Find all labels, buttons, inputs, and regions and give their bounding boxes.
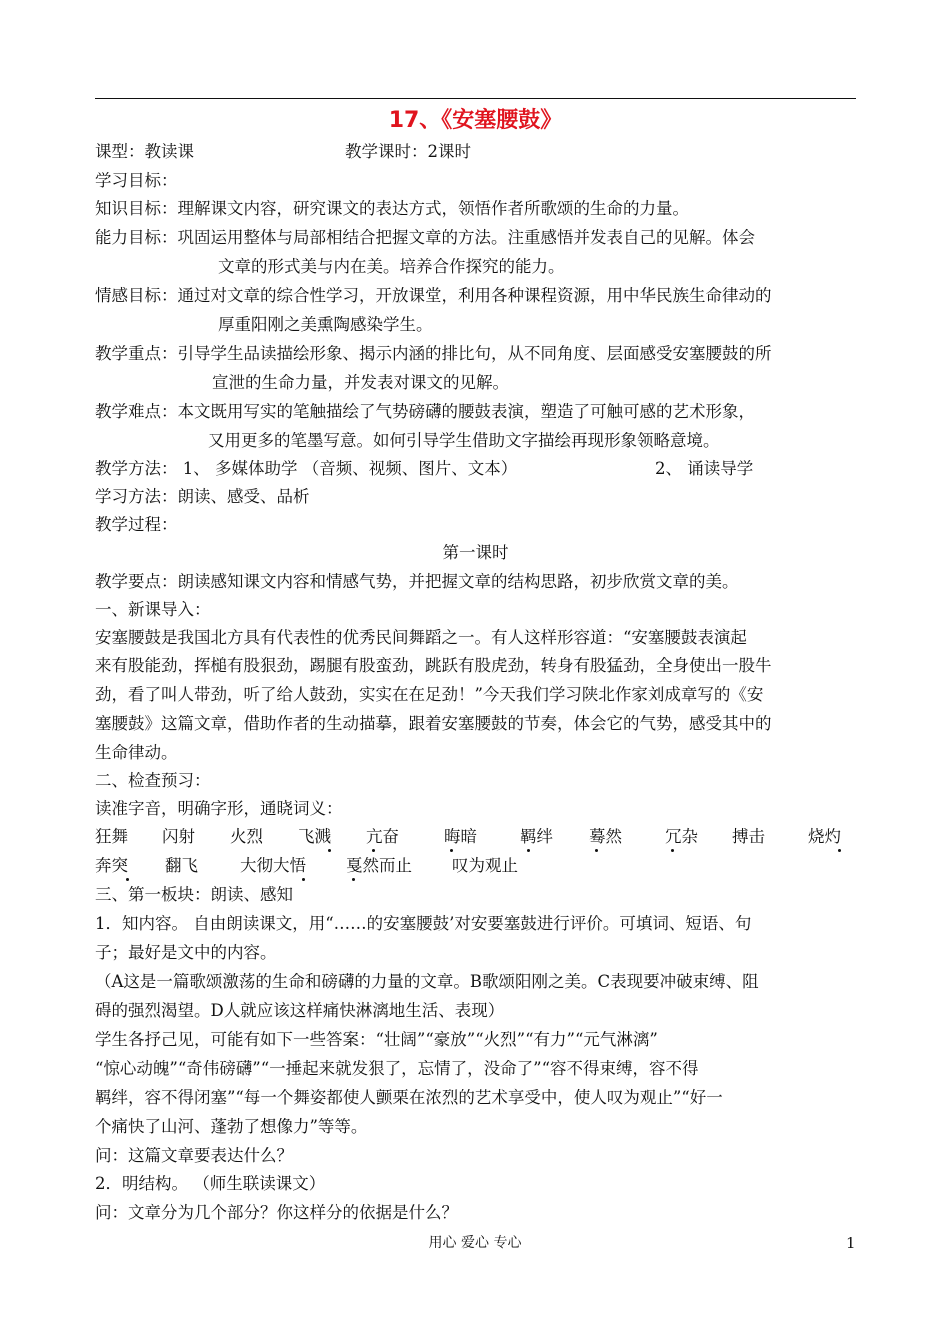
emphasis-dot (372, 849, 375, 852)
difficulty-line2: 又用更多的笔墨写意。如何引导学生借助文字描绘再现形象领略意境。 (208, 431, 720, 450)
item1-line: 子；最好是文中的内容。 (95, 943, 277, 962)
vocab-word: 羁绊 (520, 827, 553, 846)
question-2: 问：文章分为几个部分？你这样分的依据是什么？ (95, 1203, 458, 1222)
vocab-word: 亢奋 (366, 827, 399, 846)
answers-line: 个痛快了山河、蓬勃了想像力”等等。 (95, 1117, 368, 1136)
emphasis-dot (352, 878, 355, 881)
header-rule (95, 98, 856, 99)
item1-line: 1．知内容。 自由朗读课文，用“……的安塞腰鼓’对安要塞鼓进行评价。可填词、短语、句 (95, 914, 752, 933)
vocab-word: 戛然而止 (346, 856, 412, 875)
ability-goal-line1: 能力目标：巩固运用整体与局部相结合把握文章的方法。注重感悟并发表自己的见解。体会 (95, 228, 755, 247)
key-point-line2: 宣泄的生命力量，并发表对课文的见解。 (212, 373, 509, 392)
vocab-word: 烧灼 (808, 827, 841, 846)
vocab-word: 叹为观止 (452, 856, 518, 875)
emphasis-dot (595, 849, 598, 852)
section3-heading: 三、第一板块：朗读、感知 (95, 885, 293, 904)
page-title: 17、《安塞腰鼓》 (388, 108, 563, 133)
item1-note-line: （A这是一篇歌颂激荡的生命和磅礴的力量的文章。B歌颂阳刚之美。C表现要冲破束缚、阻 (95, 972, 759, 991)
knowledge-goal: 知识目标：理解课文内容，研究课文的表达方式，领悟作者所歌颂的生命的力量。 (95, 199, 689, 218)
emphasis-dot (126, 878, 129, 881)
emotion-goal-line2: 厚重阳刚之美熏陶感染学生。 (218, 315, 433, 334)
answers-line: 羁绊，容不得闭塞”“每一个舞姿都使人颤栗在浓烈的艺术享受中，使人叹为观止”“好一 (95, 1088, 723, 1107)
emphasis-dot (450, 849, 453, 852)
item2: 2．明结构。 （师生联读课文） (95, 1174, 326, 1193)
process-heading: 教学过程： (95, 515, 178, 534)
difficulty-line1: 教学难点：本文既用写实的笔触描绘了气势磅礴的腰鼓表演，塑造了可触可感的艺术形象， (95, 402, 755, 421)
page-footer: 用心 爱心 专心 (428, 1235, 522, 1251)
vocab-heading: 读准字音，明确字形，通晓词义： (95, 799, 343, 818)
vocab-word: 晦暗 (444, 827, 477, 846)
vocab-word: 翻飞 (165, 856, 198, 875)
teaching-method-2: 2、 诵读导学 (655, 459, 754, 478)
intro-line: 劲，看了叫人带劲，听了给人鼓劲，实实在在足劲！”今天我们学习陕北作家刘成章写的《安 (95, 685, 764, 704)
vocab-word: 闪射 (162, 827, 195, 846)
answers-line: 学生各抒己见，可能有如下一些答案：“壮阔”“豪放”“火烈”“有力”“元气淋漓” (95, 1030, 658, 1049)
lesson-type: 课型：教读课 (95, 142, 194, 161)
section2-heading: 二、检查预习： (95, 771, 211, 790)
vocab-word: 搏击 (732, 827, 765, 846)
emphasis-dot (838, 849, 841, 852)
page-number: 1 (846, 1234, 856, 1252)
vocab-word: 飞溅 (298, 827, 331, 846)
vocab-word: 狂舞 (95, 827, 128, 846)
emphasis-dot (302, 878, 305, 881)
teaching-method: 教学方法： 1、 多媒体助学 （音频、视频、图片、文本） (95, 459, 518, 478)
intro-line: 塞腰鼓》这篇文章，借助作者的生动描摹，跟着安塞腰鼓的节奏，体会它的气势，感受其中的 (95, 714, 772, 733)
section1-heading: 一、新课导入： (95, 600, 211, 619)
objectives-heading: 学习目标： (95, 171, 178, 190)
key-points: 教学要点：朗读感知课文内容和情感气势，并把握文章的结构思路，初步欣赏文章的美。 (95, 572, 739, 591)
question-1: 问：这篇文章要表达什么？ (95, 1146, 293, 1165)
intro-line: 生命律动。 (95, 743, 178, 762)
emotion-goal-line1: 情感目标：通过对文章的综合性学习，开放课堂，利用各种课程资源，用中华民族生命律动的 (95, 286, 772, 305)
vocab-word: 蓦然 (589, 827, 622, 846)
key-point-line1: 教学重点：引导学生品读描绘形象、揭示内涵的排比句，从不同角度、层面感受安塞腰鼓的所 (95, 344, 772, 363)
emphasis-dot (671, 849, 674, 852)
emphasis-dot (527, 849, 530, 852)
answers-line: “惊心动魄”“奇伟磅礴”“一捶起来就发狠了，忘情了，没命了”“容不得束缚，容不得 (95, 1059, 699, 1078)
lesson-hours: 教学课时：2课时 (345, 142, 471, 161)
vocab-word: 大彻大悟 (240, 856, 306, 875)
learning-method: 学习方法：朗读、感受、品析 (95, 487, 310, 506)
item1-note-line: 碍的强烈渴望。D人就应该这样痛快淋漓地生活、表现） (95, 1001, 505, 1020)
vocab-word: 火烈 (230, 827, 263, 846)
period-heading: 第一课时 (442, 543, 509, 562)
intro-line: 安塞腰鼓是我国北方具有代表性的优秀民间舞蹈之一。有人这样形容道：“安塞腰鼓表演起 (95, 628, 747, 647)
emphasis-dot (328, 849, 331, 852)
intro-line: 来有股能劲，挥槌有股狠劲，踢腿有股蛮劲，跳跃有股虎劲，转身有股猛劲，全身使出一股牛 (95, 656, 772, 675)
ability-goal-line2: 文章的形式美与内在美。培养合作探究的能力。 (218, 257, 565, 276)
vocab-word: 奔突 (95, 856, 128, 875)
vocab-word: 冗杂 (665, 827, 698, 846)
